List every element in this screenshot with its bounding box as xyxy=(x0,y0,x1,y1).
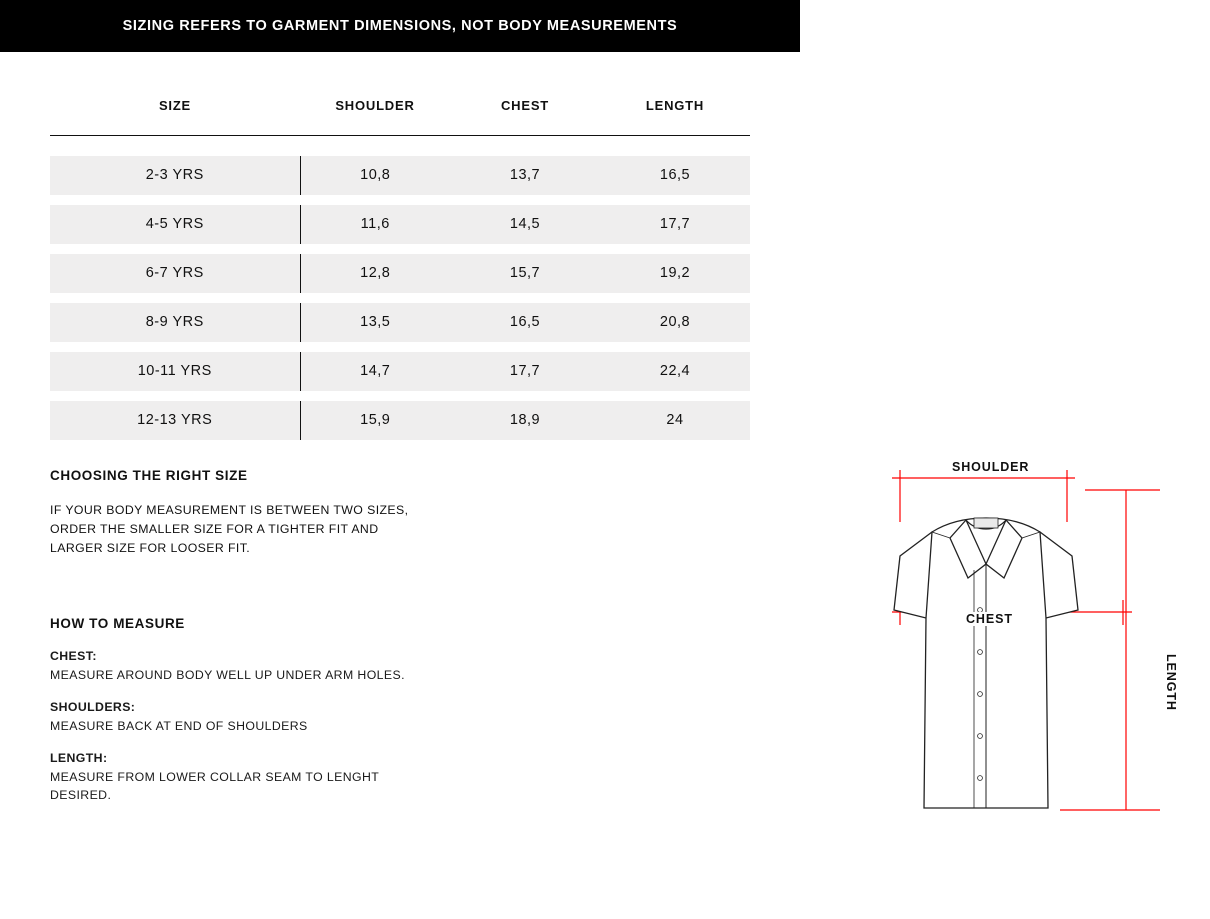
cell-size: 8-9 YRS xyxy=(50,303,300,342)
cell-length: 22,4 xyxy=(600,352,750,391)
column-header-chest: CHEST xyxy=(450,82,600,136)
table-spacer-cell xyxy=(50,391,750,401)
cell-shoulder: 14,7 xyxy=(300,352,450,391)
cell-shoulder: 10,8 xyxy=(300,156,450,195)
table-spacer-cell xyxy=(50,136,750,156)
cell-length: 24 xyxy=(600,401,750,440)
diagram-label-length: LENGTH xyxy=(1164,650,1178,715)
cell-size: 12-13 YRS xyxy=(50,401,300,440)
instructions-column xyxy=(50,468,430,804)
cell-chest: 15,7 xyxy=(450,254,600,293)
cell-size: 4-5 YRS xyxy=(50,205,300,244)
lower-section xyxy=(0,459,1178,804)
table-row xyxy=(50,352,750,391)
diagram-column xyxy=(430,459,1178,804)
cell-chest: 13,7 xyxy=(450,156,600,195)
table-spacer-cell xyxy=(50,342,750,352)
table-spacer xyxy=(50,391,750,401)
cell-chest: 16,5 xyxy=(450,303,600,342)
measure-text-length: MEASURE FROM LOWER COLLAR SEAM TO LENGHT DESIRED. xyxy=(50,769,379,802)
measure-text-chest: MEASURE AROUND BODY WELL UP UNDER ARM HOLES. xyxy=(50,667,405,682)
cell-chest: 17,7 xyxy=(450,352,600,391)
table-spacer xyxy=(50,244,750,254)
cell-shoulder: 15,9 xyxy=(300,401,450,440)
cell-chest: 14,5 xyxy=(450,205,600,244)
header-banner xyxy=(0,0,800,52)
table-spacer xyxy=(50,136,750,156)
column-header-size: SIZE xyxy=(50,82,300,136)
table-row xyxy=(50,401,750,440)
cell-length: 20,8 xyxy=(600,303,750,342)
banner-title: SIZING REFERS TO GARMENT DIMENSIONS, NOT BODY MEASUREMENTS xyxy=(122,18,678,34)
size-table-wrap xyxy=(0,82,800,440)
table-row xyxy=(50,156,750,195)
measure-label-length: LENGTH: xyxy=(50,750,108,765)
table-spacer xyxy=(50,293,750,303)
how-to-measure-title: HOW TO MEASURE xyxy=(50,615,185,631)
diagram-label-shoulder: SHOULDER xyxy=(948,460,1033,474)
cell-length: 16,5 xyxy=(600,156,750,195)
choosing-size-title: CHOOSING THE RIGHT SIZE xyxy=(50,467,248,483)
table-header-row xyxy=(50,82,750,136)
shirt-diagram-svg xyxy=(870,460,1210,830)
measure-text-shoulders: MEASURE BACK AT END OF SHOULDERS xyxy=(50,718,308,733)
cell-shoulder: 11,6 xyxy=(300,205,450,244)
diagram-label-chest: CHEST xyxy=(962,612,1017,626)
measure-label-shoulders: SHOULDERS: xyxy=(50,699,136,714)
cell-length: 17,7 xyxy=(600,205,750,244)
size-table xyxy=(50,82,750,440)
measure-item-length xyxy=(50,751,430,804)
measure-item-shoulders xyxy=(50,700,430,735)
cell-shoulder: 12,8 xyxy=(300,254,450,293)
section-gap xyxy=(50,558,430,616)
table-row xyxy=(50,303,750,342)
cell-size: 6-7 YRS xyxy=(50,254,300,293)
column-header-length: LENGTH xyxy=(600,82,750,136)
table-spacer-cell xyxy=(50,244,750,254)
choosing-size-body: IF YOUR BODY MEASUREMENT IS BETWEEN TWO SIZES, ORDER THE SMALLER SIZE FOR A TIGHTER FIT AND LARGER SIZE FOR LOOSER FIT. xyxy=(50,502,409,555)
column-header-shoulder: SHOULDER xyxy=(300,82,450,136)
table-spacer xyxy=(50,195,750,205)
measure-label-chest: CHEST: xyxy=(50,648,97,663)
table-row xyxy=(50,205,750,244)
table-row xyxy=(50,254,750,293)
cell-chest: 18,9 xyxy=(450,401,600,440)
size-table-head xyxy=(50,82,750,136)
table-spacer-cell xyxy=(50,195,750,205)
shirt-measurement-diagram xyxy=(870,460,1210,830)
table-spacer-cell xyxy=(50,293,750,303)
cell-shoulder: 13,5 xyxy=(300,303,450,342)
size-table-body xyxy=(50,136,750,440)
cell-size: 10-11 YRS xyxy=(50,352,300,391)
table-spacer xyxy=(50,342,750,352)
cell-length: 19,2 xyxy=(600,254,750,293)
cell-size: 2-3 YRS xyxy=(50,156,300,195)
measure-item-chest xyxy=(50,649,430,684)
